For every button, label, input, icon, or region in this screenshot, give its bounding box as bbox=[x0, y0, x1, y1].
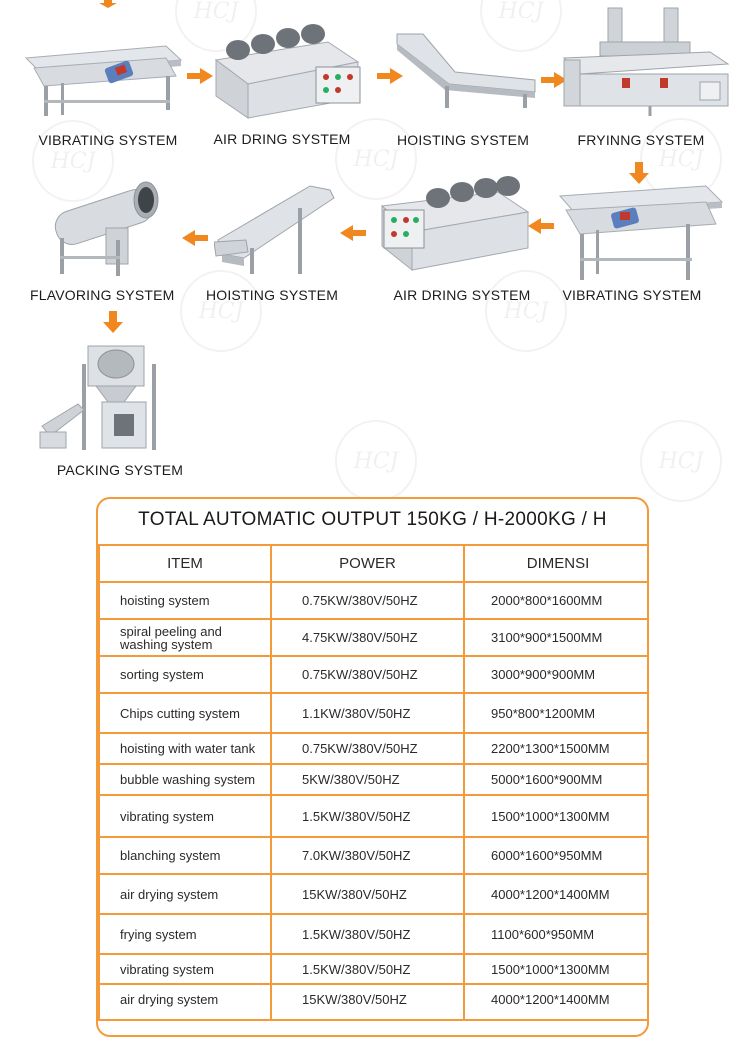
arrow-down-icon bbox=[98, 0, 118, 8]
cell-dimension: 1500*1000*1300MM bbox=[464, 795, 649, 837]
cell-dimension: 2200*1300*1500MM bbox=[464, 733, 649, 764]
table-row bbox=[99, 984, 649, 1020]
cell-power: 1.5KW/380V/50HZ bbox=[271, 954, 464, 984]
cell-dimension: 1500*1000*1300MM bbox=[464, 954, 649, 984]
table-row bbox=[99, 837, 649, 874]
cell-power: 0.75KW/380V/50HZ bbox=[271, 582, 464, 619]
cell-power: 15KW/380V/50HZ bbox=[271, 874, 464, 914]
flavoring-machine bbox=[46, 180, 166, 280]
cell-item: air drying system bbox=[99, 874, 271, 914]
watermark-logo: HCJ bbox=[175, 0, 257, 52]
cell-item: vibrating system bbox=[99, 954, 271, 984]
frying-machine bbox=[560, 4, 732, 116]
cell-item: hoisting with water tank bbox=[99, 733, 271, 764]
cell-item: bubble washing system bbox=[99, 764, 271, 795]
cell-power: 1.1KW/380V/50HZ bbox=[271, 693, 464, 733]
hoisting-machine bbox=[214, 180, 344, 280]
watermark-logo: HCJ bbox=[485, 270, 567, 352]
vibrating-system-machine bbox=[16, 38, 186, 118]
cell-power: 0.75KW/380V/50HZ bbox=[271, 733, 464, 764]
table-row bbox=[99, 914, 649, 954]
cell-dimension: 950*800*1200MM bbox=[464, 693, 649, 733]
station-label: AIR DRING SYSTEM bbox=[393, 287, 531, 303]
station-label: HOISTING SYSTEM bbox=[396, 132, 530, 148]
cell-dimension: 4000*1200*1400MM bbox=[464, 984, 649, 1020]
cell-power: 4.75KW/380V/50HZ bbox=[271, 619, 464, 656]
watermark-logo: HCJ bbox=[180, 270, 262, 352]
cell-item: hoisting system bbox=[99, 582, 271, 619]
station-label: PACKING SYSTEM bbox=[56, 462, 184, 478]
column-header-power: POWER bbox=[271, 545, 464, 582]
watermark-logo: HCJ bbox=[335, 118, 417, 200]
station-label: FRYINNG SYSTEM bbox=[577, 132, 705, 148]
cell-item: air drying system bbox=[99, 984, 271, 1020]
arrow-down-icon bbox=[103, 311, 123, 333]
spec-table bbox=[98, 544, 649, 1021]
table-row bbox=[99, 733, 649, 764]
air-drying-machine bbox=[378, 176, 534, 276]
table-row bbox=[99, 619, 649, 656]
cell-item: blanching system bbox=[99, 837, 271, 874]
cell-item: vibrating system bbox=[99, 795, 271, 837]
table-row bbox=[99, 874, 649, 914]
cell-dimension: 1100*600*950MM bbox=[464, 914, 649, 954]
watermark-logo: HCJ bbox=[335, 420, 417, 502]
station-label: AIR DRING SYSTEM bbox=[213, 131, 351, 147]
cell-dimension: 6000*1600*950MM bbox=[464, 837, 649, 874]
station-label: VIBRATING SYSTEM bbox=[562, 287, 702, 303]
column-header-item: ITEM bbox=[99, 545, 271, 582]
watermark-logo: HCJ bbox=[480, 0, 562, 52]
station-label: VIBRATING SYSTEM bbox=[38, 132, 178, 148]
watermark-logo: HCJ bbox=[640, 118, 722, 200]
table-row bbox=[99, 693, 649, 733]
spec-table-frame bbox=[96, 497, 649, 1037]
cell-power: 1.5KW/380V/50HZ bbox=[271, 795, 464, 837]
table-row bbox=[99, 656, 649, 693]
cell-dimension: 3100*900*1500MM bbox=[464, 619, 649, 656]
cell-dimension: 3000*900*900MM bbox=[464, 656, 649, 693]
station-label: FLAVORING SYSTEM bbox=[30, 287, 175, 303]
cell-power: 15KW/380V/50HZ bbox=[271, 984, 464, 1020]
cell-item: sorting system bbox=[99, 656, 271, 693]
watermark-logo: HCJ bbox=[640, 420, 722, 502]
cell-power: 1.5KW/380V/50HZ bbox=[271, 914, 464, 954]
arrow-left-icon bbox=[182, 230, 208, 246]
cell-dimension: 2000*800*1600MM bbox=[464, 582, 649, 619]
table-row bbox=[99, 764, 649, 795]
air-drying-machine bbox=[208, 22, 373, 122]
cell-item: frying system bbox=[99, 914, 271, 954]
table-row bbox=[99, 582, 649, 619]
watermark-logo: HCJ bbox=[32, 120, 114, 202]
cell-dimension: 4000*1200*1400MM bbox=[464, 874, 649, 914]
cell-item: spiral peeling and washing system bbox=[99, 619, 271, 656]
cell-power: 0.75KW/380V/50HZ bbox=[271, 656, 464, 693]
table-row bbox=[99, 795, 649, 837]
station-label: HOISTING SYSTEM bbox=[205, 287, 339, 303]
cell-power: 5KW/380V/50HZ bbox=[271, 764, 464, 795]
column-header-dimension: DIMENSI bbox=[464, 545, 649, 582]
cell-item: Chips cutting system bbox=[99, 693, 271, 733]
packing-machine bbox=[38, 344, 178, 454]
cell-dimension: 5000*1600*900MM bbox=[464, 764, 649, 795]
table-row bbox=[99, 954, 649, 984]
spec-title: TOTAL AUTOMATIC OUTPUT 150KG / H-2000KG / H bbox=[138, 509, 607, 530]
vibrating-system-machine bbox=[556, 180, 726, 282]
hoisting-machine bbox=[395, 30, 543, 110]
cell-power: 7.0KW/380V/50HZ bbox=[271, 837, 464, 874]
